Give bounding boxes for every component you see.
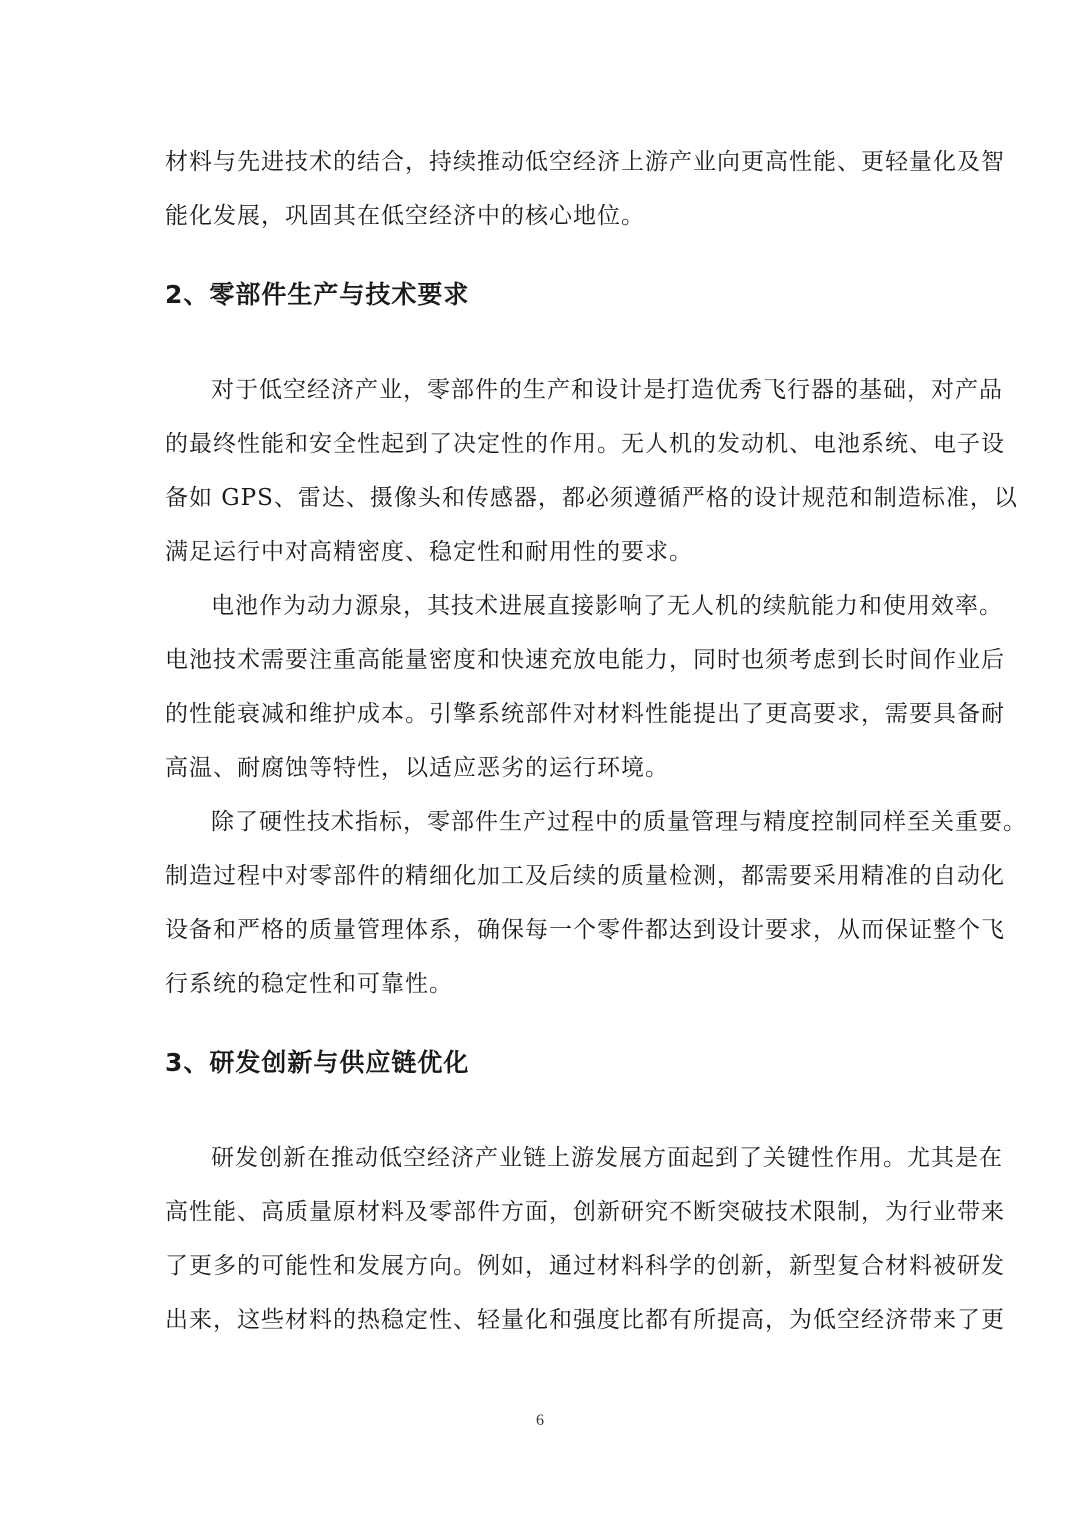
text-line: 出来，这些材料的热稳定性、轻量化和强度比都有所提高，为低空经济带来了更 bbox=[165, 1307, 1005, 1333]
text-line: 对于低空经济产业，零部件的生产和设计是打造优秀飞行器的基础，对产品 bbox=[211, 377, 1003, 403]
text-line: 电池技术需要注重高能量密度和快速充放电能力，同时也须考虑到长时间作业后 bbox=[165, 647, 1005, 673]
text-line: 高性能、高质量原材料及零部件方面，创新研究不断突破技术限制，为行业带来 bbox=[165, 1199, 1005, 1225]
text-line: 的最终性能和安全性起到了决定性的作用。无人机的发动机、电池系统、电子设 bbox=[165, 431, 1005, 457]
section-2-heading: 2、零部件生产与技术要求 bbox=[165, 280, 470, 309]
text-line: 制造过程中对零部件的精细化加工及后续的质量检测，都需要采用精准的自动化 bbox=[165, 863, 1005, 889]
section-3-heading: 3、研发创新与供应链优化 bbox=[165, 1048, 470, 1077]
text-line: 高温、耐腐蚀等特性，以适应恶劣的运行环境。 bbox=[165, 755, 669, 781]
text-line: 满足运行中对高精密度、稳定性和耐用性的要求。 bbox=[165, 539, 693, 565]
section-2-paragraph-2 bbox=[165, 579, 1005, 795]
page-number: 6 bbox=[536, 1412, 544, 1429]
text-line: 的性能衰减和维护成本。引擎系统部件对材料性能提出了更高要求，需要具备耐 bbox=[165, 701, 1005, 727]
text-line: 了更多的可能性和发展方向。例如，通过材料科学的创新，新型复合材料被研发 bbox=[165, 1253, 1005, 1279]
section-2-paragraph-3 bbox=[165, 795, 1027, 1011]
section-2-paragraph-1 bbox=[165, 363, 1018, 579]
section-3-paragraph-1 bbox=[165, 1131, 1005, 1347]
text-line: 除了硬性技术指标，零部件生产过程中的质量管理与精度控制同样至关重要。 bbox=[211, 809, 1027, 835]
intro-paragraph bbox=[165, 135, 1005, 243]
text-line: 备如 GPS、雷达、摄像头和传感器，都必须遵循严格的设计规范和制造标准，以 bbox=[165, 485, 1018, 511]
text-line: 材料与先进技术的结合，持续推动低空经济上游产业向更高性能、更轻量化及智 bbox=[165, 149, 1005, 175]
text-line: 行系统的稳定性和可靠性。 bbox=[165, 971, 453, 997]
text-line: 研发创新在推动低空经济产业链上游发展方面起到了关键性作用。尤其是在 bbox=[211, 1145, 1003, 1171]
text-line: 能化发展，巩固其在低空经济中的核心地位。 bbox=[165, 203, 645, 229]
document-page bbox=[165, 135, 1027, 1347]
text-line: 电池作为动力源泉，其技术进展直接影响了无人机的续航能力和使用效率。 bbox=[211, 593, 1003, 619]
text-line: 设备和严格的质量管理体系，确保每一个零件都达到设计要求，从而保证整个飞 bbox=[165, 917, 1005, 943]
